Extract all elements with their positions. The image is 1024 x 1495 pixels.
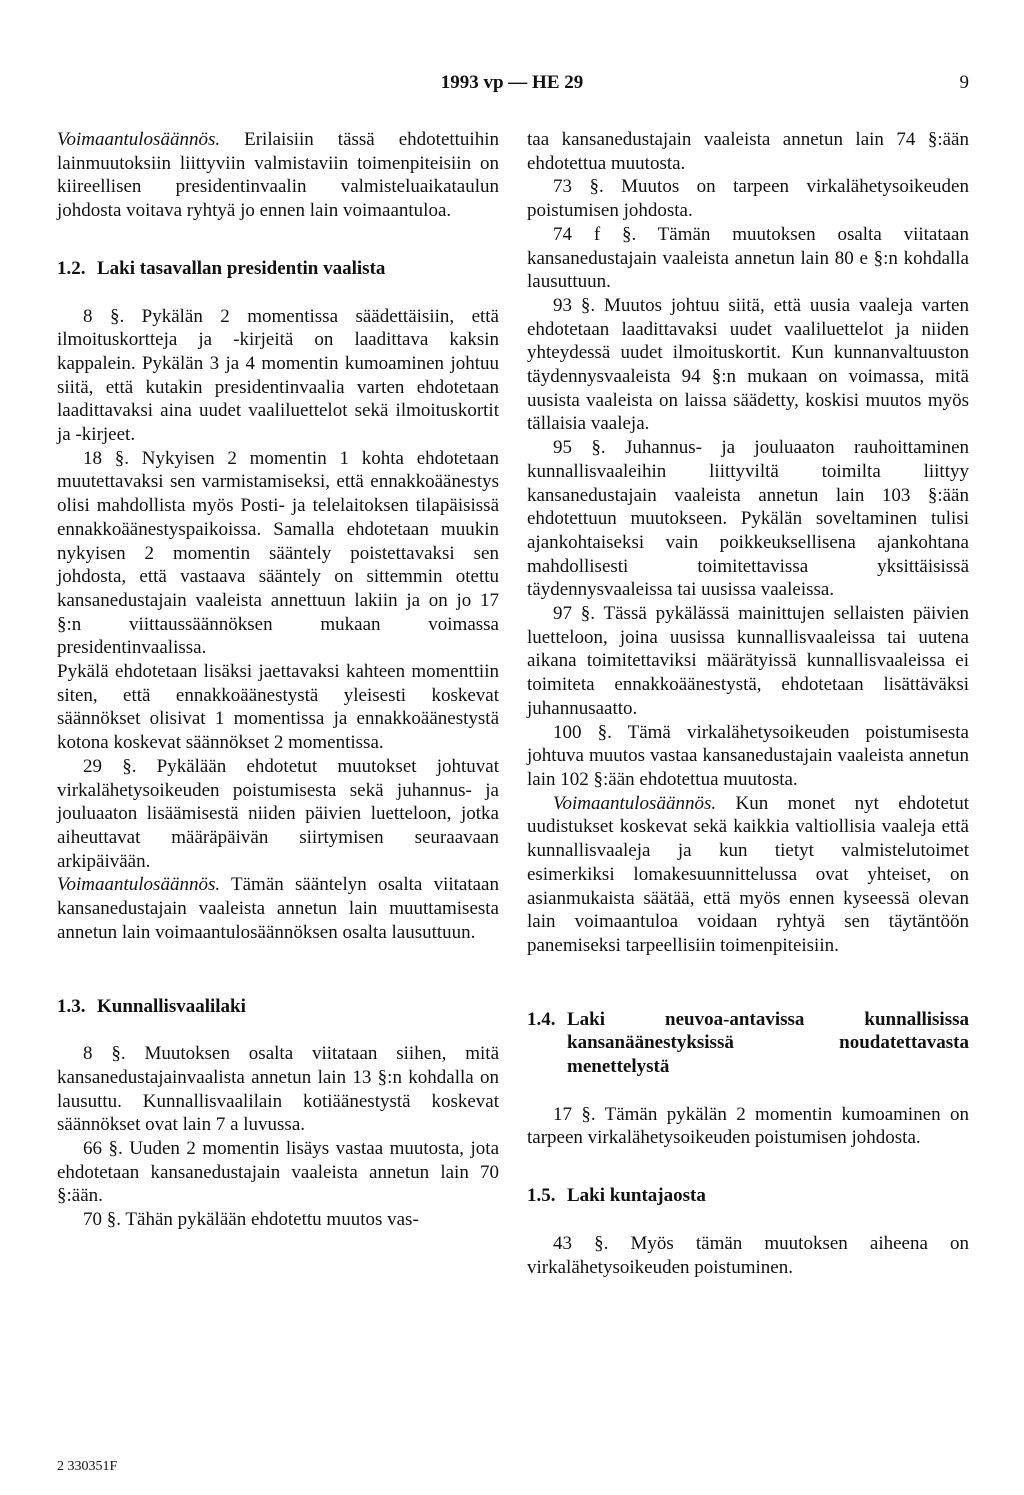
italic-lead: Voimaantulosäännös. <box>553 792 717 814</box>
paragraph: 97 §. Tässä pykälässä mainittujen sellaisten päivien luetteloon, joina uusissa kunnallisvaaleissa tai uutena aikana toimitettaviksi määrätyissä kunnallisvaaleissa ei toimiteta ennakkoäänestystä, ehdotetaan lisättäväksi juhannusaatto. <box>527 603 969 719</box>
paragraph: 74 f §. Tämän muutoksen osalta viitataan kansanedustajain vaaleista annetun lain 80 e §:n kohdalla lausuttuun. <box>527 223 969 293</box>
section-number: 1.4. <box>527 1008 556 1030</box>
paragraph: 8 §. Pykälän 2 momentissa säädettäisiin, että ilmoituskortteja ja -kirjeitä on laadittava kaksin kappalein. Pykälän 3 ja 4 momentin kumoaminen johtuu siitä, että kutakin presidentinvaalia varten ehdotetaan laadittavaksi aina uudet vaaliluettelot sekä ilmoituskortit ja -kirjeet. <box>57 305 499 446</box>
paragraph: 95 §. Juhannus- ja jouluaaton rauhoittaminen kunnallisvaaleihin liittyviltä toimilta liittyy kansanedustajain vaaleista annetun lain 103 §:ään ehdotettuun muutokseen. Pykälän soveltaminen tulisi ajankohtaiseksi vain poikkeuksellisena ajankohtana mahdollisesti toimitettavissa yksittäisissä täydennysvaaleissa tai uusissa vaaleissa. <box>527 437 969 601</box>
section-title: Laki tasavallan presidentin vaalista <box>97 257 386 279</box>
paragraph: taa kansanedustajain vaaleista annetun lain 74 §:ään ehdotettua muutosta. <box>527 129 969 174</box>
paragraph: 18 §. Nykyisen 2 momentin 1 kohta ehdotetaan muutettavaksi sen varmistamiseksi, että ennakkoäänestys olisi mahdollista myös Posti- ja telelaitoksen tilapäisissä ennakkoäänestyspaikoissa. Samalla ehdotetaan muukin nykyisen 2 momentin sääntely poistettavaksi sen johdosta, että vastaava sääntely on sittemmin otettu kansanedustajain vaaleista annettuun lakiin ja on jo 17 §:n viittaussäännöksen mukaan voimassa presidentinvaalissa. <box>57 447 499 659</box>
section-title: Laki neuvoa-antavissa kunnallisissa kansanäänestyksissä noudatettavasta menettelystä <box>567 1008 969 1078</box>
section-number: 1.2. <box>57 257 86 279</box>
paragraph: 100 §. Tämä virkalähetysoikeuden poistumisesta johtuva muutos vastaa kansanedustajain vaaleista annetun lain 102 §:ään ehdotettua muutosta. <box>527 721 969 790</box>
section-number: 1.5. <box>527 1185 556 1207</box>
page-header <box>0 72 1024 102</box>
paragraph: 8 §. Muutoksen osalta viitataan siihen, mitä kansanedustajainvaalista annetun lain 13 §:n kohdalla on lausuttu. Kunnallisvaalilain kotiäänestystä koskevat säännökset ovat lain 7 a luvussa. <box>57 1043 499 1136</box>
page-number: 9 <box>959 72 969 93</box>
section-heading-1-3 <box>57 995 499 1019</box>
paragraph: 17 §. Tämän pykälän 2 momentin kumoaminen on tarpeen virkalähetysoikeuden poistumisen johdosta. <box>527 1103 969 1149</box>
section-heading-1-5 <box>527 1184 969 1208</box>
left-column <box>57 128 499 1232</box>
paragraph-text: Tämän sääntelyn osalta viitataan kansanedustajain vaaleista annetun lain muuttamisesta annetun lain voimaantulosäännöksen osalta lausuttuun. <box>57 874 499 943</box>
section-number: 1.3. <box>57 995 86 1017</box>
italic-lead: Voimaantulosäännös. <box>57 129 221 150</box>
paragraph-text: Erilaisiin tässä ehdotettuihin lainmuutoksiin liittyviin valmistaviin toimenpiteisiin on kiireellisen presidentinvaalin valmisteluaikataulun johdosta voitava ryhtyä jo ennen lain voimaantuloa. <box>57 129 499 222</box>
paragraph <box>57 873 499 944</box>
paragraph: 43 §. Myös tämän muutoksen aiheena on virkalähetysoikeuden poistuminen. <box>527 1232 969 1278</box>
paragraph-text: Kun monet nyt ehdotetut uudistukset koskevat sekä kaikkia valtiollisia vaaleja että kunnallisvaaleja ja kun tietyt valmistelutoimet esimerkiksi lomakesuunnittelussa ovat yhteiset, on asianmukaista säätää, että myös ennen kyseessä olevan lain voimaantuloa voidaan ryhtyä sen täytäntöön panemiseksi tarpeellisiin toimenpiteisiin. <box>527 792 969 956</box>
italic-lead: Voimaantulosäännös. <box>57 874 221 896</box>
section-title: Laki kuntajaosta <box>567 1185 706 1207</box>
section-heading-1-4 <box>527 1008 969 1079</box>
paragraph: Pykälä ehdotetaan lisäksi jaettavaksi kahteen momenttiin siten, että ennakkoäänestystä yleisesti koskevat säännökset olisivat 1 momentissa ja ennakkoäänestystä kotona koskevat säännökset 2 momentissa. <box>57 661 499 754</box>
section-heading-1-2 <box>57 257 499 281</box>
paragraph: 29 §. Pykälään ehdotetut muutokset johtuvat virkalähetysoikeuden poistumisesta sekä juhannus- ja jouluaaton lisäämisestä niiden päivien luetteloon, jotka aiheuttavat määräpäivän siirtymisen seuraavaan arkipäivään. <box>57 755 499 872</box>
paragraph <box>57 128 499 223</box>
paragraph: 93 §. Muutos johtuu siitä, että uusia vaaleja varten ehdotetaan laadittavaksi uudet vaaliluettelot ja niiden yhteydessä uudet ilmoituskortit. Kun kunnanvaltuuston täydennysvaaleista 94 §:n mukaan on voimassa, mitä uusista vaaleista on laissa säädetty, koskisi muutos myös tällaisia vaaleja. <box>527 294 969 435</box>
right-column <box>527 128 969 1279</box>
paragraph: 73 §. Muutos on tarpeen virkalähetysoikeuden poistumisen johdosta. <box>527 176 969 222</box>
header-title: 1993 vp — HE 29 <box>440 72 584 93</box>
paragraph: 70 §. Tähän pykälään ehdotettu muutos vas- <box>83 1209 419 1231</box>
section-title: Kunnallisvaalilaki <box>97 995 246 1017</box>
footer-code: 2 330351F <box>57 1459 118 1474</box>
paragraph: 66 §. Uuden 2 momentin lisäys vastaa muutosta, jota ehdotetaan kansanedustajain vaaleista annetun lain 70 §:ään. <box>57 1138 499 1207</box>
paragraph <box>527 792 969 958</box>
